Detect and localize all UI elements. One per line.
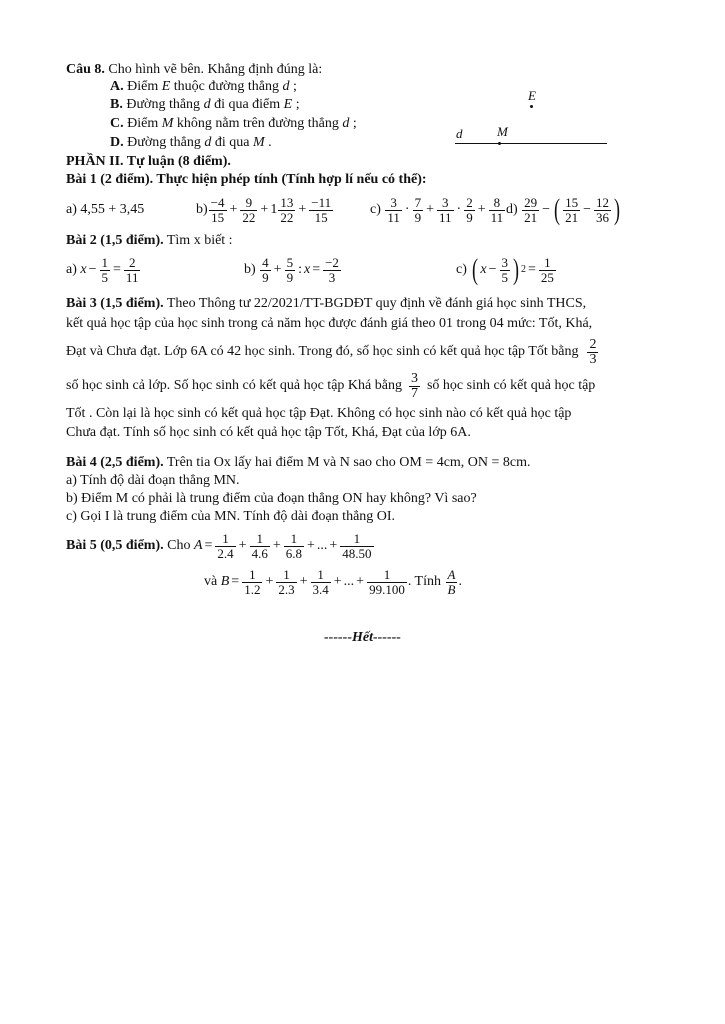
- bai1-title: Bài 1 (2 điểm). Thực hiện phép tính (Tính hợp lí nếu có thể):: [66, 172, 427, 187]
- q8-option-a: A. Điểm E thuộc đường thẳng d ;: [110, 79, 297, 94]
- bai2-b: b) $\frac{4}{9}$ + $\frac{5}{9}$ : x = $\frac{-2}{3}$: [244, 254, 339, 285]
- sum-b-symbol: B: [220, 574, 230, 589]
- point-e-label: E: [528, 88, 536, 103]
- bai4-title: Bài 4 (2,5 điểm).: [66, 455, 164, 470]
- bai3-line5: Tốt . Còn lại là học sinh có kết quả học tập Đạt. Không có học sinh nào có kết quả học tập: [66, 406, 572, 421]
- bai3-title: Bài 3 (1,5 điểm).: [66, 296, 164, 311]
- bai1-c: c) $\frac{3}{11}$ · $\frac{7}{9}$ + $\frac{3}{11}$ · $\frac{2}{9}$ + $\frac{8}{11}$: [370, 194, 504, 225]
- bai2-heading: [66, 233, 233, 249]
- bai3-line3: Đạt và Chưa đạt. Lớp 6A có 42 học sinh. Trong đó, số học sinh có kết quả học tập Tốt bằng $\frac{2}{3}$: [66, 336, 597, 367]
- sum-a-symbol: A: [193, 538, 203, 553]
- bai2-c: c) ( x − $\frac{3}{5}$ ) 2 = $\frac{1}{25}$: [456, 253, 554, 286]
- point-e-dot: [530, 105, 533, 108]
- q8-option-c: C. Điểm M không nằm trên đường thẳng d ;: [110, 116, 357, 131]
- bai5-line-a: Bài 5 (0,5 điểm). Cho A = $\frac{1}{2.4}$ + $\frac{1}{4.6}$ + $\frac{1}{6.8}$ + ... + $\frac{1}{48.50}$: [66, 530, 372, 561]
- bai3-line2: kết quả học tập của học sinh trong cả năm học được đánh giá theo 01 trong 04 mức: Tốt, Khá,: [66, 316, 593, 331]
- bai4-a: a) Tính độ dài đoạn thẳng MN.: [66, 473, 240, 488]
- line-d: [455, 143, 607, 144]
- line-d-label: d: [456, 126, 463, 141]
- bai4-c: c) Gọi I là trung điểm của MN. Tính độ dài đoạn thẳng OI.: [66, 509, 396, 524]
- point-m-dot: [498, 142, 501, 145]
- part2-title: PHẦN II. Tự luận (8 điểm).: [66, 154, 231, 169]
- bai1-b: b) $\frac{-4}{15}$ + $\frac{9}{22}$ + 1 $\frac{13}{22}$ + $\frac{-11}{15}$: [196, 194, 332, 225]
- point-m-label: M: [497, 124, 508, 139]
- q8-option-b: B. Đường thẳng d đi qua điểm E ;: [110, 97, 300, 112]
- bai4-heading: [66, 455, 531, 471]
- bai3-line6: Chưa đạt. Tính số học sinh có kết quả học tập Tốt, Khá, Đạt của lớp 6A.: [66, 425, 471, 440]
- q8-title: Câu 8.: [66, 62, 105, 77]
- end-mark: ------Hết------: [324, 630, 401, 645]
- bai5-line-b: và B = $\frac{1}{1.2}$ + $\frac{1}{2.3}$ + $\frac{1}{3.4}$ + ... + $\frac{1}{99.100}$ . Tính $\frac{A}{B}$ .: [204, 566, 462, 597]
- bai4-b: b) Điểm M có phải là trung điểm của đoạn thẳng ON hay không? Vì sao?: [66, 491, 477, 506]
- q8-heading: [66, 62, 322, 78]
- bai1-d: d) $\frac{29}{21}$ − ( $\frac{15}{21}$ − $\frac{12}{36}$ ): [506, 193, 620, 226]
- bai2-prompt: Tìm x biết :: [166, 233, 233, 248]
- bai3-line1: Bài 3 (1,5 điểm). Theo Thông tư 22/2021/TT-BGDĐT quy định về đánh giá học sinh THCS,: [66, 296, 587, 311]
- bai4-prompt: Trên tia Ox lấy hai điểm M và N sao cho OM = 4cm, ON = 8cm.: [166, 455, 531, 470]
- q8-prompt: Cho hình vẽ bên. Khẳng định đúng là:: [108, 62, 323, 77]
- bai3-line4: số học sinh cả lớp. Số học sinh có kết quả học tập Khá bằng $\frac{3}{7}$ số học sinh có kết quả học tập: [66, 370, 596, 401]
- bai5-title: Bài 5 (0,5 điểm).: [66, 538, 164, 553]
- q8-option-d: D. Đường thẳng d đi qua M .: [110, 135, 272, 150]
- bai1-a: a) 4,55 + 3,45: [66, 202, 145, 217]
- bai2-a: a) x − $\frac{1}{5}$ = $\frac{2}{11}$: [66, 254, 139, 285]
- bai2-title: Bài 2 (1,5 điểm).: [66, 233, 164, 248]
